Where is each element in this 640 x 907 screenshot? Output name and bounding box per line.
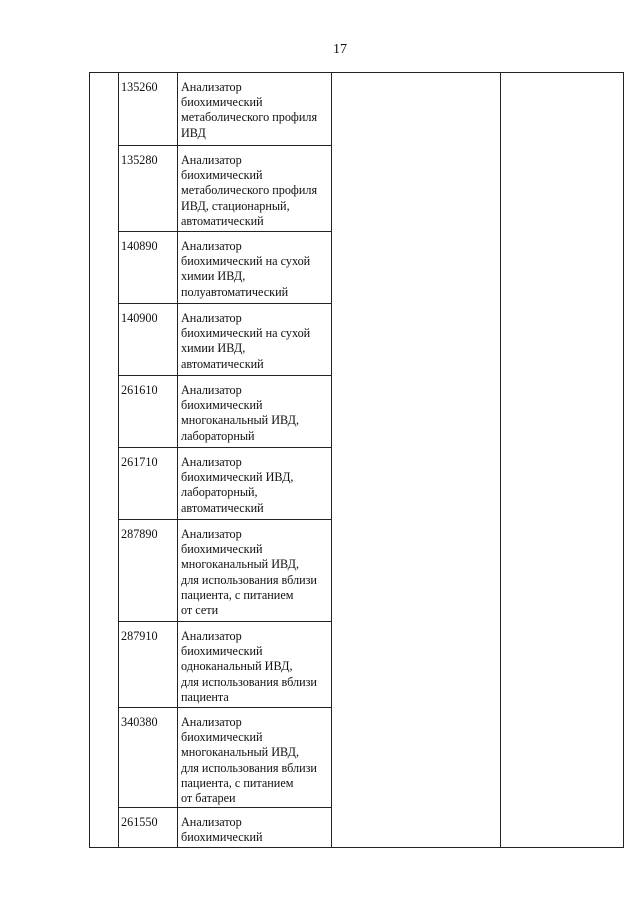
name-line: ИВД, стационарный,: [181, 198, 290, 213]
name-line: биохимический: [181, 168, 263, 183]
name-line: для использования вблизи: [181, 674, 317, 689]
name-line: Анализатор: [181, 815, 242, 829]
table-row: [118, 232, 331, 304]
table-row: [118, 708, 331, 808]
name-line: многоканальный ИВД,: [181, 557, 300, 572]
name-line: пациента: [181, 689, 229, 704]
name-line: Анализатор: [181, 629, 242, 643]
name-line: от сети: [181, 603, 219, 618]
row-code: 261610: [121, 383, 158, 397]
row-name: [181, 80, 331, 141]
row-code: 287910: [121, 629, 158, 643]
table-rows: [118, 73, 331, 848]
name-line: химии ИВД,: [181, 269, 246, 284]
name-line: Анализатор: [181, 80, 242, 94]
name-line: для использования вблизи: [181, 572, 317, 587]
name-line: автоматический: [181, 500, 264, 515]
name-line: биохимический: [181, 730, 263, 745]
name-line: ИВД: [181, 125, 206, 140]
name-line: пациента, с питанием: [181, 587, 294, 602]
name-line: биохимический: [181, 95, 263, 110]
row-name: [181, 383, 331, 444]
row-name: [181, 715, 331, 806]
page-number: 17: [333, 42, 347, 57]
name-line: от батареи: [181, 791, 236, 806]
name-line: Анализатор: [181, 383, 242, 397]
name-line: биохимический: [181, 398, 263, 413]
name-line: биохимический: [181, 542, 263, 557]
name-line: химии ИВД,: [181, 341, 246, 356]
name-line: Анализатор: [181, 311, 242, 325]
row-code: 261710: [121, 455, 158, 469]
name-line: многоканальный ИВД,: [181, 413, 300, 428]
name-line: Анализатор: [181, 715, 242, 729]
row-code: 140900: [121, 311, 158, 325]
row-code: 340380: [121, 715, 158, 729]
name-line: Анализатор: [181, 239, 242, 253]
row-name: [181, 815, 331, 845]
name-line: метаболического профиля: [181, 110, 318, 125]
row-name: [181, 527, 331, 618]
name-line: Анализатор: [181, 527, 242, 541]
row-name: [181, 311, 331, 372]
row-code: 135260: [121, 80, 158, 94]
name-line: многоканальный ИВД,: [181, 745, 300, 760]
row-code: 140890: [121, 239, 158, 253]
table-row: [118, 146, 331, 232]
name-line: биохимический на сухой: [181, 254, 311, 269]
column-divider: [500, 73, 501, 847]
table-row: [118, 520, 331, 622]
document-table: [89, 72, 624, 848]
table-row: [118, 376, 331, 448]
name-line: лабораторный: [181, 428, 255, 443]
row-code: 135280: [121, 153, 158, 167]
name-line: метаболического профиля: [181, 183, 318, 198]
row-code: 261550: [121, 815, 158, 829]
column-divider: [331, 73, 332, 847]
name-line: Анализатор: [181, 153, 242, 167]
name-line: для использования вблизи: [181, 760, 317, 775]
table-row: [118, 304, 331, 376]
name-line: биохимический на сухой: [181, 326, 311, 341]
name-line: автоматический: [181, 356, 264, 371]
name-line: Анализатор: [181, 455, 242, 469]
name-line: биохимический ИВД,: [181, 470, 294, 485]
name-line: пациента, с питанием: [181, 775, 294, 790]
name-line: одноканальный ИВД,: [181, 659, 293, 674]
name-line: биохимический: [181, 644, 263, 659]
table-row: [118, 622, 331, 708]
row-name: [181, 455, 331, 516]
name-line: лабораторный,: [181, 485, 258, 500]
name-line: биохимический: [181, 830, 263, 845]
table-row: [118, 448, 331, 520]
row-code: 287890: [121, 527, 158, 541]
name-line: автоматический: [181, 213, 264, 228]
row-name: [181, 153, 331, 229]
row-name: [181, 239, 331, 300]
row-name: [181, 629, 331, 705]
table-row: [118, 808, 331, 848]
table-row: [118, 73, 331, 146]
name-line: полуавтоматический: [181, 284, 289, 299]
